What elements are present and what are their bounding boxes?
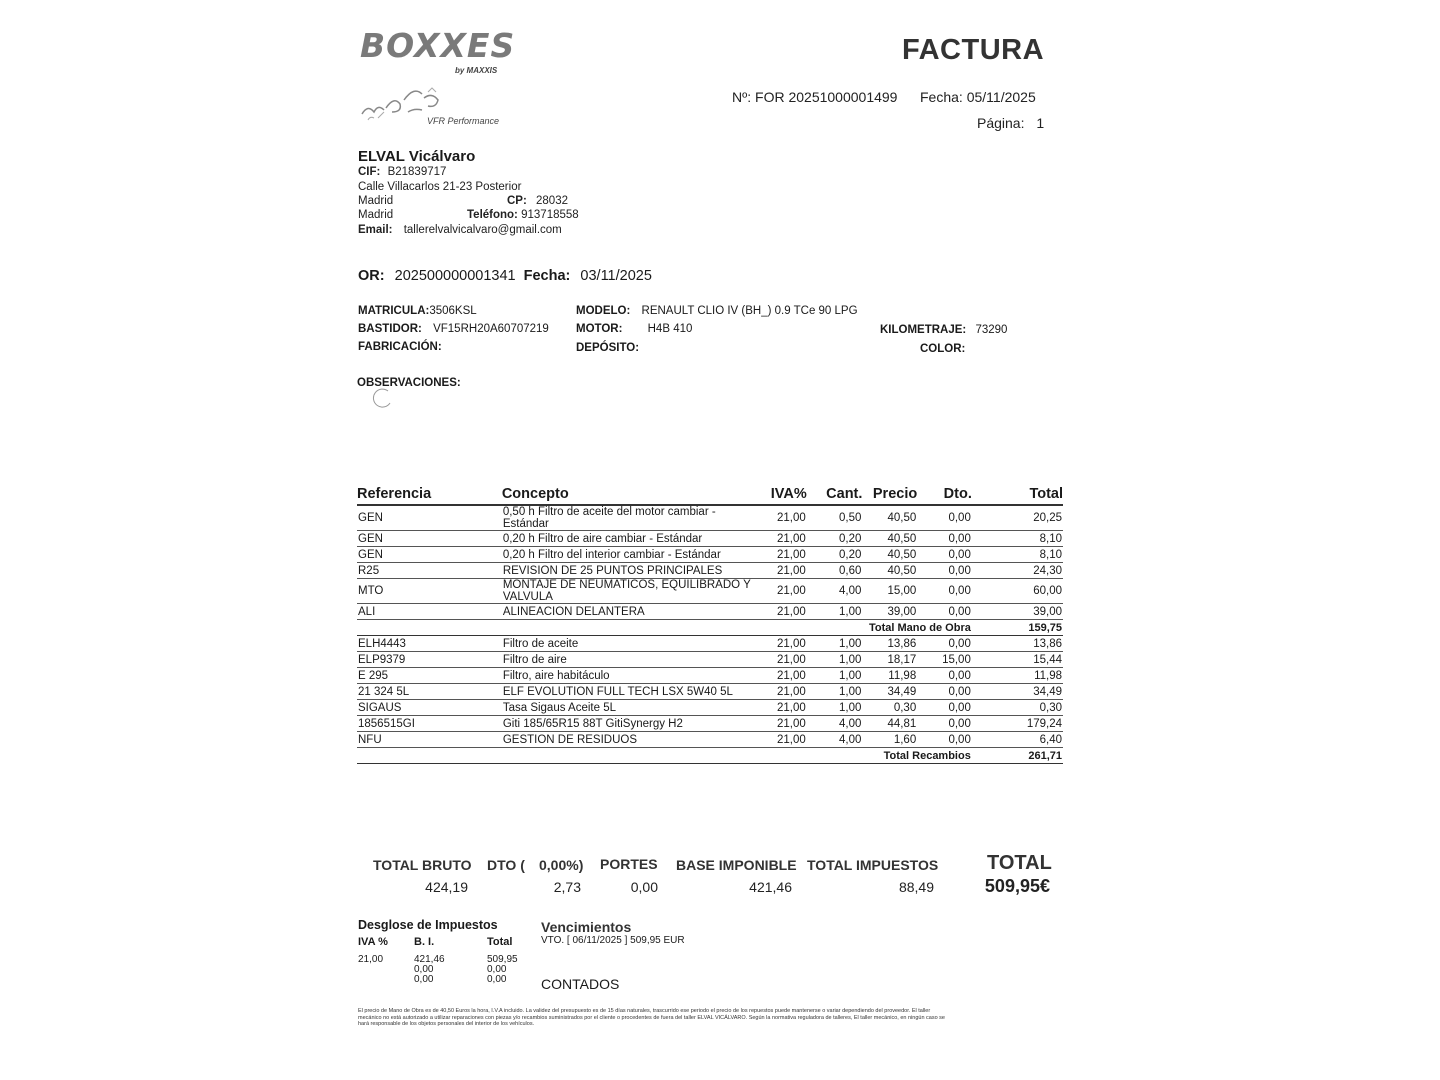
cell-concepto: ALINEACION DELANTERA bbox=[502, 604, 757, 620]
cell-cant: 0,20 bbox=[807, 547, 863, 563]
vehicle-color-label: COLOR: bbox=[920, 343, 966, 355]
cell-referencia: 21 324 5L bbox=[357, 684, 502, 700]
or-date-label: Fecha: bbox=[523, 268, 571, 284]
vehicle-fabricacion-label: FABRICACIÓN: bbox=[358, 341, 442, 353]
invoice-number bbox=[732, 89, 897, 105]
total-impuestos-label: TOTAL IMPUESTOS bbox=[807, 857, 939, 873]
client-province: Madrid bbox=[358, 209, 394, 221]
brand-logo-sub: by MAXXIS bbox=[455, 66, 498, 75]
table-row bbox=[357, 604, 1063, 620]
parts-total-row-label: Total Recambios bbox=[357, 748, 972, 764]
tax-row-total: 509,95 bbox=[487, 954, 518, 965]
cell-total: 6,40 bbox=[972, 732, 1063, 748]
cell-dto: 15,00 bbox=[917, 652, 972, 668]
parts-total-row-value: 261,71 bbox=[972, 748, 1063, 764]
cell-iva: 21,00 bbox=[757, 684, 807, 700]
cell-iva: 21,00 bbox=[757, 700, 807, 716]
cell-total: 39,00 bbox=[972, 604, 1063, 620]
cell-iva: 21,00 bbox=[757, 547, 807, 563]
tax-header-total: Total bbox=[487, 936, 513, 948]
cell-dto: 0,00 bbox=[917, 547, 972, 563]
cell-total: 13,86 bbox=[972, 636, 1063, 652]
cell-precio: 18,17 bbox=[862, 652, 917, 668]
total-bruto-value: 424,19 bbox=[425, 879, 468, 895]
bastidor-label: BASTIDOR: bbox=[358, 323, 422, 335]
payment-method: CONTADOS bbox=[541, 976, 620, 992]
table-row bbox=[357, 563, 1063, 579]
punch-hole-mark bbox=[370, 387, 394, 409]
cell-dto: 0,00 bbox=[917, 604, 972, 620]
tax-row-iva: 21,00 bbox=[358, 954, 384, 965]
cell-precio: 13,86 bbox=[862, 636, 917, 652]
cell-iva: 21,00 bbox=[757, 531, 807, 547]
dto-label: DTO ( bbox=[487, 857, 525, 873]
client-cp-value: 28032 bbox=[536, 195, 568, 207]
cell-concepto: Tasa Sigaus Aceite 5L bbox=[502, 700, 757, 716]
header-total: Total bbox=[972, 482, 1063, 505]
due-title: Vencimientos bbox=[541, 919, 632, 935]
client-cif-value: B21839717 bbox=[387, 166, 447, 178]
table-row bbox=[357, 684, 1063, 700]
cell-dto: 0,00 bbox=[917, 732, 972, 748]
cell-iva: 21,00 bbox=[757, 579, 807, 604]
cell-total: 11,98 bbox=[972, 668, 1063, 684]
cell-dto: 0,00 bbox=[917, 531, 972, 547]
cell-precio: 44,81 bbox=[862, 716, 917, 732]
cell-dto: 0,00 bbox=[917, 636, 972, 652]
cell-cant: 4,00 bbox=[807, 716, 863, 732]
cell-referencia: SIGAUS bbox=[357, 700, 502, 716]
header-dto: Dto. bbox=[917, 482, 972, 505]
parts-total-row bbox=[357, 748, 1063, 764]
cell-referencia: GEN bbox=[357, 531, 502, 547]
brand-tagline: VFR Performance bbox=[427, 116, 500, 126]
cell-dto: 0,00 bbox=[917, 684, 972, 700]
cell-cant: 1,00 bbox=[807, 684, 863, 700]
km-label: KILOMETRAJE: bbox=[880, 324, 967, 336]
cell-cant: 0,60 bbox=[807, 563, 863, 579]
client-cif bbox=[358, 166, 446, 178]
cell-precio: 34,49 bbox=[862, 684, 917, 700]
cell-iva: 21,00 bbox=[757, 604, 807, 620]
cell-iva: 21,00 bbox=[757, 732, 807, 748]
tax-header-iva: IVA % bbox=[358, 936, 388, 948]
page-number-value: 1 bbox=[1036, 115, 1045, 131]
header-iva: IVA% bbox=[757, 482, 807, 505]
observaciones-label: OBSERVACIONES: bbox=[357, 377, 461, 389]
cell-concepto: GESTION DE RESIDUOS bbox=[502, 732, 757, 748]
or-number: 202500000001341 bbox=[394, 268, 516, 284]
total-bruto-label: TOTAL BRUTO bbox=[373, 857, 472, 873]
grand-total-value: 509,95€ bbox=[984, 876, 1050, 896]
cell-total: 20,25 bbox=[972, 505, 1063, 531]
client-cp-label: CP: bbox=[507, 195, 527, 207]
cell-iva: 21,00 bbox=[757, 668, 807, 684]
cell-referencia: MTO bbox=[357, 579, 502, 604]
cell-total: 8,10 bbox=[972, 531, 1063, 547]
cell-cant: 0,20 bbox=[807, 531, 863, 547]
cell-cant: 1,00 bbox=[807, 668, 863, 684]
cell-total: 0,30 bbox=[972, 700, 1063, 716]
portes-value: 0,00 bbox=[630, 879, 658, 895]
cell-referencia: ELH4443 bbox=[357, 636, 502, 652]
cell-referencia: R25 bbox=[357, 563, 502, 579]
modelo-value: RENAULT CLIO IV (BH_) 0.9 TCe 90 LPG bbox=[641, 305, 858, 317]
document-title: FACTURA bbox=[902, 34, 1045, 66]
base-imponible-label: BASE IMPONIBLE bbox=[676, 857, 797, 873]
tax-header-bi: B. I. bbox=[414, 936, 435, 948]
cell-cant: 4,00 bbox=[807, 732, 863, 748]
modelo-label: MODELO: bbox=[576, 305, 631, 317]
cell-precio: 40,50 bbox=[862, 547, 917, 563]
cell-dto: 0,00 bbox=[917, 668, 972, 684]
cell-precio: 15,00 bbox=[862, 579, 917, 604]
cell-total: 15,44 bbox=[972, 652, 1063, 668]
cell-iva: 21,00 bbox=[757, 563, 807, 579]
tax-row-bi: 421,46 bbox=[414, 954, 445, 965]
cell-cant: 1,00 bbox=[807, 652, 863, 668]
cell-concepto: MONTAJE DE NEUMATICOS, EQUILIBRADO Y VALVULA bbox=[502, 579, 757, 604]
table-row bbox=[357, 579, 1063, 604]
cell-precio: 40,50 bbox=[862, 531, 917, 547]
km-value: 73290 bbox=[975, 324, 1008, 336]
client-email-label: Email: bbox=[358, 224, 393, 236]
cell-concepto: Filtro, aire habitáculo bbox=[502, 668, 757, 684]
cell-precio: 40,50 bbox=[862, 505, 917, 531]
cell-concepto: 0,20 h Filtro de aire cambiar - Estándar bbox=[502, 531, 757, 547]
table-row bbox=[357, 700, 1063, 716]
header-precio: Precio bbox=[862, 482, 917, 505]
invoice-date-label: Fecha: bbox=[920, 89, 963, 105]
cell-cant: 4,00 bbox=[807, 579, 863, 604]
invoice-number-value: FOR 20251000001499 bbox=[755, 89, 898, 105]
cell-cant: 1,00 bbox=[807, 604, 863, 620]
cell-referencia: ELP9379 bbox=[357, 652, 502, 668]
cell-referencia: ALI bbox=[357, 604, 502, 620]
client-phone-label: Teléfono: bbox=[467, 209, 518, 221]
order-line bbox=[358, 268, 652, 284]
client-email bbox=[358, 224, 562, 236]
table-row bbox=[357, 505, 1063, 531]
dto-value: 2,73 bbox=[553, 879, 581, 895]
cell-concepto: REVISION DE 25 PUNTOS PRINCIPALES bbox=[502, 563, 757, 579]
client-phone-value: 913718558 bbox=[521, 209, 579, 221]
cell-concepto: ELF EVOLUTION FULL TECH LSX 5W40 5L bbox=[502, 684, 757, 700]
cell-total: 179,24 bbox=[972, 716, 1063, 732]
cell-concepto: Giti 185/65R15 88T GitiSynergy H2 bbox=[502, 716, 757, 732]
cell-total: 60,00 bbox=[972, 579, 1063, 604]
tax-row-total: 0,00 bbox=[487, 964, 507, 975]
invoice-number-label: Nº: bbox=[732, 89, 752, 105]
cell-total: 24,30 bbox=[972, 563, 1063, 579]
client-city: Madrid bbox=[358, 195, 394, 207]
tax-row-bi: 0,00 bbox=[414, 964, 434, 975]
items-table-header bbox=[357, 482, 1063, 505]
table-row bbox=[357, 652, 1063, 668]
page-number-label: Página: bbox=[977, 115, 1025, 131]
vehicle-bastidor bbox=[358, 323, 549, 335]
bastidor-value: VF15RH20A60707219 bbox=[433, 323, 549, 335]
cell-total: 34,49 bbox=[972, 684, 1063, 700]
vehicle-km bbox=[880, 324, 1007, 336]
cell-iva: 21,00 bbox=[757, 652, 807, 668]
client-address: Calle Villacarlos 21-23 Posterior bbox=[358, 181, 522, 193]
cell-iva: 21,00 bbox=[757, 505, 807, 531]
cell-referencia: GEN bbox=[357, 547, 502, 563]
cell-referencia: E 295 bbox=[357, 668, 502, 684]
cell-precio: 1,60 bbox=[862, 732, 917, 748]
matricula-value: 3506KSL bbox=[429, 305, 477, 317]
cell-cant: 1,00 bbox=[807, 700, 863, 716]
labor-total-row-value: 159,75 bbox=[972, 620, 1063, 636]
cell-dto: 0,00 bbox=[917, 505, 972, 531]
legal-footer: El precio de Mano de Obra es de 40,50 Euros la hora, I.V.A incluido. La validez del presupuesto es de 15 días naturales, trascurrido ese periodo el precio de los repuestos puede mantenerse o variar dependiendo del proveedor. El taller mecánico no está autorizado a utilizar reparaciones con piezas y/o recambios suministrados por el cliente o procedentes de fuera del taller ELVAL VICÁLVARO. Según la normativa reguladora de talleres, El taller mecánico, en ningún caso se hará responsable de los objetos personales del interior de los vehículos. bbox=[358, 1008, 945, 1027]
or-label: OR: bbox=[358, 268, 385, 284]
tax-row-bi: 0,00 bbox=[414, 974, 434, 985]
page-number bbox=[977, 115, 1044, 131]
tax-row-total: 0,00 bbox=[487, 974, 507, 985]
header-referencia: Referencia bbox=[357, 482, 502, 505]
tax-breakdown-title: Desglose de Impuestos bbox=[358, 918, 498, 932]
grand-total-label: TOTAL bbox=[987, 852, 1052, 874]
base-imponible-value: 421,46 bbox=[749, 879, 792, 895]
cell-iva: 21,00 bbox=[757, 716, 807, 732]
vehicle-matricula bbox=[358, 305, 477, 317]
cell-cant: 0,50 bbox=[807, 505, 863, 531]
motor-label: MOTOR: bbox=[576, 323, 623, 335]
table-row bbox=[357, 547, 1063, 563]
table-row bbox=[357, 732, 1063, 748]
labor-total-row bbox=[357, 620, 1063, 636]
cell-precio: 40,50 bbox=[862, 563, 917, 579]
table-row bbox=[357, 531, 1063, 547]
vehicle-deposito-label: DEPÓSITO: bbox=[576, 342, 640, 354]
table-row bbox=[357, 636, 1063, 652]
due-line: VTO. [ 06/11/2025 ] 509,95 EUR bbox=[541, 935, 685, 946]
cell-iva: 21,00 bbox=[757, 636, 807, 652]
dto-pct: 0,00%) bbox=[539, 857, 584, 873]
header-concepto: Concepto bbox=[502, 482, 757, 505]
cell-referencia: 1856515GI bbox=[357, 716, 502, 732]
vehicle-motor bbox=[576, 323, 692, 335]
cell-cant: 1,00 bbox=[807, 636, 863, 652]
cell-referencia: GEN bbox=[357, 505, 502, 531]
client-cp bbox=[507, 195, 568, 207]
total-impuestos-value: 88,49 bbox=[898, 879, 934, 895]
cell-referencia: NFU bbox=[357, 732, 502, 748]
brand-logo: BOXXES bbox=[360, 26, 516, 65]
labor-total-row-label: Total Mano de Obra bbox=[357, 620, 972, 636]
or-date: 03/11/2025 bbox=[580, 268, 652, 284]
header-cant: Cant. bbox=[807, 482, 863, 505]
client-cif-label: CIF: bbox=[358, 166, 381, 178]
client-name: ELVAL Vicálvaro bbox=[358, 148, 476, 165]
cell-precio: 11,98 bbox=[862, 668, 917, 684]
cell-concepto: 0,50 h Filtro de aceite del motor cambiar - Estándar bbox=[502, 505, 757, 531]
client-phone bbox=[467, 209, 579, 221]
cell-dto: 0,00 bbox=[917, 716, 972, 732]
cell-dto: 0,00 bbox=[917, 579, 972, 604]
cell-total: 8,10 bbox=[972, 547, 1063, 563]
cell-precio: 39,00 bbox=[862, 604, 917, 620]
table-row bbox=[357, 668, 1063, 684]
motor-value: H4B 410 bbox=[647, 323, 693, 335]
matricula-label: MATRICULA: bbox=[358, 305, 430, 317]
cell-precio: 0,30 bbox=[862, 700, 917, 716]
cell-concepto: Filtro de aceite bbox=[502, 636, 757, 652]
items-table-body bbox=[357, 505, 1063, 764]
table-row bbox=[357, 716, 1063, 732]
cell-dto: 0,00 bbox=[917, 700, 972, 716]
cell-concepto: 0,20 h Filtro del interior cambiar - Estándar bbox=[502, 547, 757, 563]
client-email-value: tallerelvalvicalvaro@gmail.com bbox=[403, 224, 562, 236]
items-table bbox=[357, 482, 1063, 764]
cell-concepto: Filtro de aire bbox=[502, 652, 757, 668]
portes-label: PORTES bbox=[600, 856, 658, 872]
vehicle-modelo bbox=[576, 305, 858, 317]
invoice-date-value: 05/11/2025 bbox=[966, 89, 1036, 105]
invoice-date bbox=[920, 89, 1036, 105]
cell-dto: 0,00 bbox=[917, 563, 972, 579]
